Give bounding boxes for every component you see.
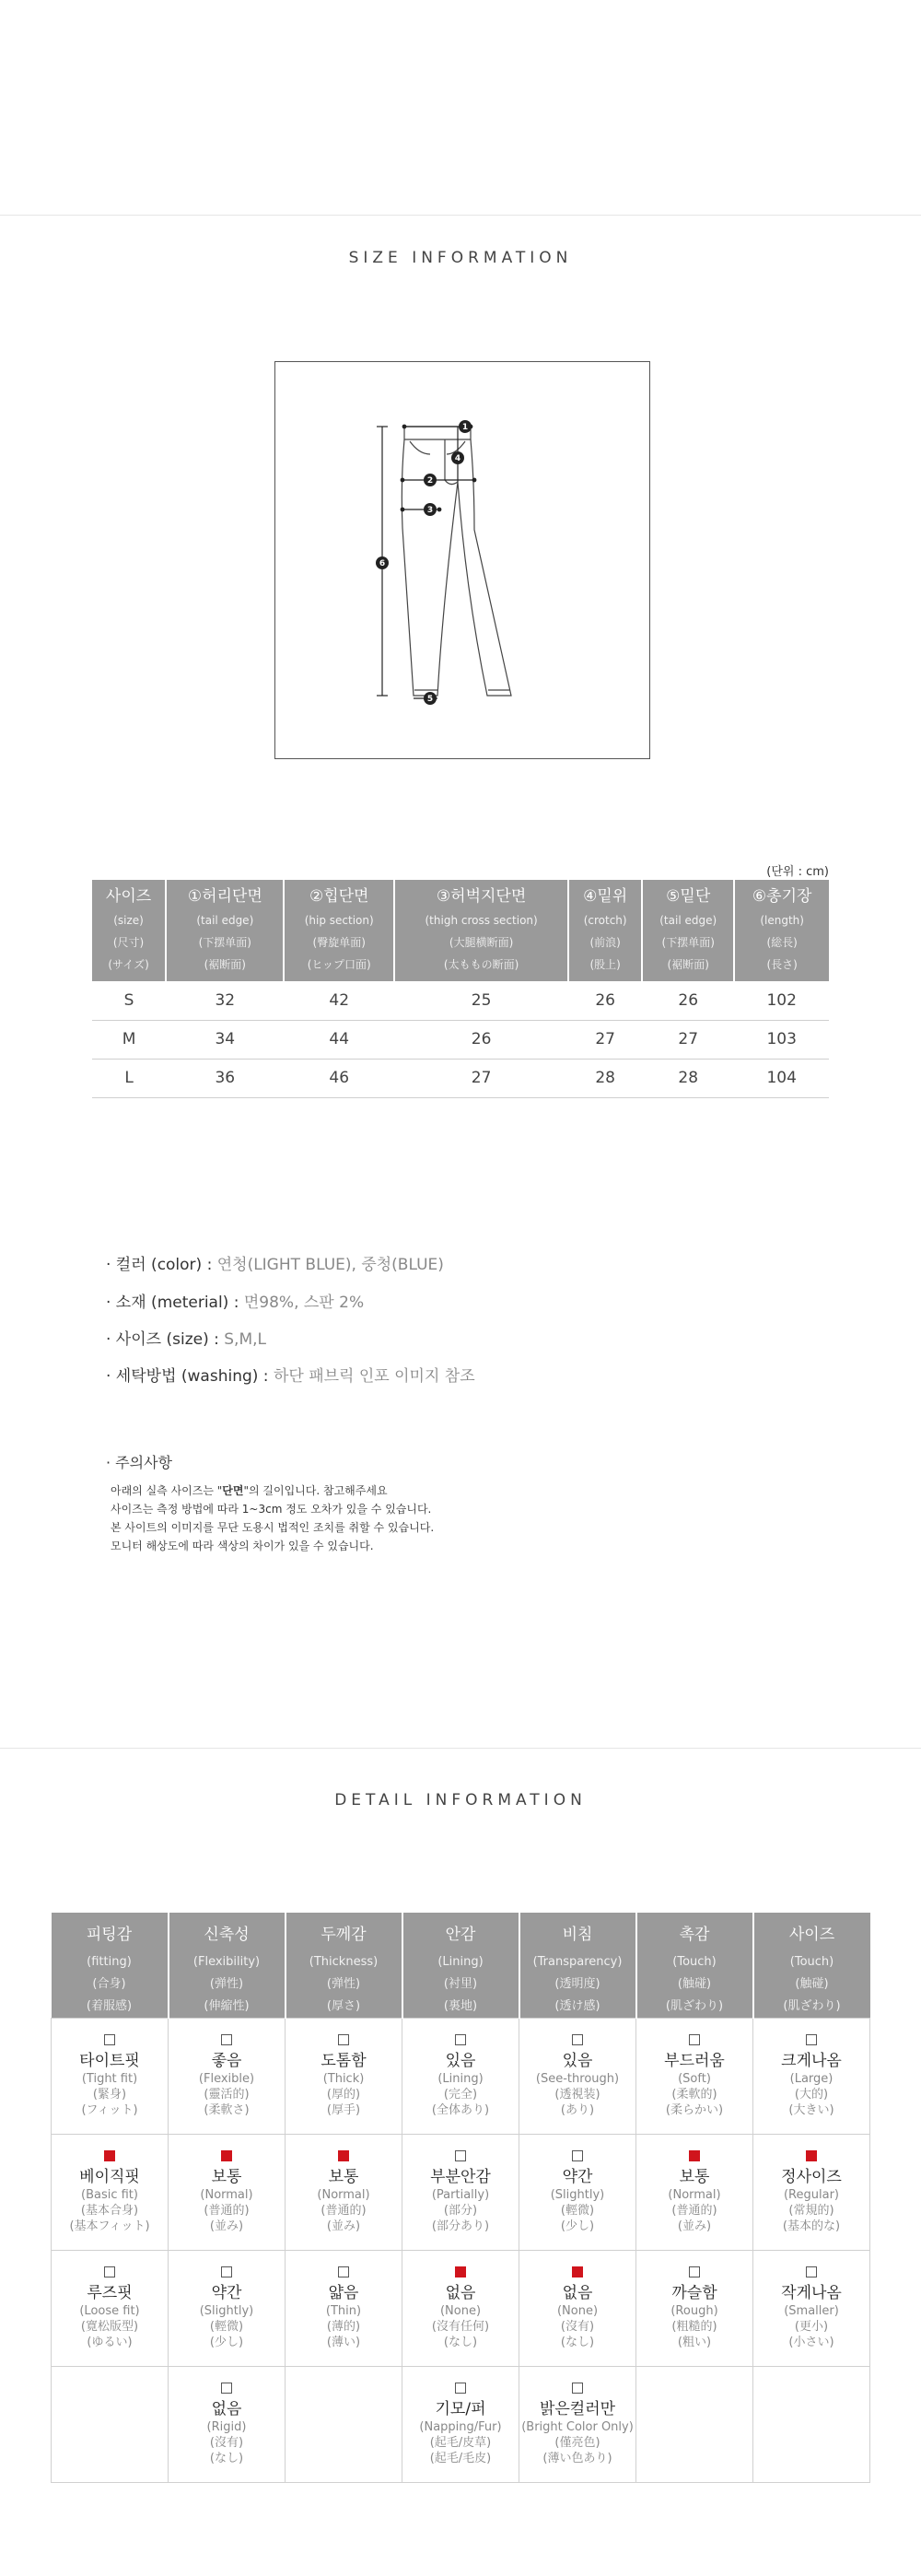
detail-option-sublabel: (厚手) (326, 2103, 361, 2117)
detail-header-subtitle: (肌ざわり) (665, 1999, 724, 2013)
size-table-body (92, 981, 829, 1097)
detail-option-cell (519, 2251, 636, 2367)
size-header-title: 사이즈 (105, 887, 152, 906)
checkbox-empty-icon (221, 2383, 232, 2394)
detail-option-cell (169, 2251, 286, 2367)
detail-option-label: 도톰함 (321, 2052, 367, 2070)
detail-option-cell (519, 2019, 636, 2135)
detail-header-subtitle: (合身) (92, 1977, 126, 1991)
size-table-row (92, 1020, 829, 1059)
checkbox-empty-icon (455, 2150, 466, 2161)
detail-option-label: 없음 (211, 2400, 242, 2418)
detail-option-label: 좋음 (211, 2052, 242, 2070)
detail-option-sublabel: (Thin) (325, 2304, 362, 2318)
detail-option-sublabel: (輕微) (560, 2204, 595, 2218)
detail-option-sublabel: (部分) (443, 2204, 478, 2218)
size-value-cell: 28 (568, 1059, 642, 1097)
detail-option-sublabel: (緊身) (92, 2088, 127, 2102)
detail-option-label: 얇음 (328, 2284, 359, 2302)
detail-option-sublabel: (薄い色あり) (542, 2452, 612, 2465)
detail-option-label: 기모/퍼 (435, 2400, 486, 2418)
top-divider (0, 215, 921, 216)
detail-option-sublabel: (Rough) (670, 2304, 718, 2318)
size-value-cell: 27 (394, 1059, 568, 1097)
size-header-subtitle: (長さ) (766, 958, 798, 971)
detail-option-sublabel: (粗糙的) (671, 2320, 717, 2334)
detail-option-label: 보통 (679, 2168, 710, 2186)
detail-header-subtitle: (触碰) (795, 1977, 829, 1991)
size-value-cell: 103 (734, 1020, 829, 1059)
notice-line-3: 본 사이트의 이미지를 무단 도용시 법적인 조치를 취할 수 있습니다. (111, 1521, 435, 1534)
detail-option-sublabel: (透視装) (554, 2088, 600, 2102)
detail-header-subtitle: (fitting) (87, 1955, 132, 1969)
info-washing (106, 1366, 475, 1387)
detail-header-cell (52, 1913, 169, 2019)
size-header-subtitle: (サイズ) (108, 958, 149, 971)
detail-option-sublabel: (Loose fit) (79, 2304, 140, 2318)
detail-option-sublabel: (Soft) (678, 2072, 711, 2086)
detail-option-sublabel: (沒有) (560, 2320, 595, 2334)
marker-4-label: 4 (454, 454, 461, 463)
detail-option-sublabel: (Flexible) (198, 2072, 255, 2086)
detail-header-cell (286, 1913, 402, 2019)
detail-option-label: 밝은컬러만 (539, 2400, 616, 2418)
info-size (106, 1329, 266, 1350)
size-header-subtitle: (tail edge) (659, 914, 717, 927)
size-header-title: ①허리단면 (187, 887, 262, 906)
checkbox-empty-icon (689, 2266, 700, 2277)
detail-option-label: 약간 (211, 2284, 242, 2302)
checkbox-checked-icon (806, 2150, 817, 2161)
detail-table-row (52, 2367, 870, 2483)
detail-header-title: 피팅감 (86, 1926, 133, 1944)
detail-header-subtitle: (触碰) (677, 1977, 712, 1991)
detail-option-sublabel: (厚的) (326, 2088, 361, 2102)
size-header-subtitle: (下摆单面) (661, 936, 715, 949)
detail-option-cell (753, 2251, 870, 2367)
detail-option-cell (636, 2019, 753, 2135)
size-label-cell: L (92, 1059, 166, 1097)
detail-option-cell (52, 2019, 169, 2135)
size-table (92, 880, 829, 1098)
detail-option-cell (286, 2135, 402, 2251)
detail-option-label: 있음 (445, 2052, 476, 2070)
size-header-subtitle: (前浪) (589, 936, 621, 949)
detail-option-cell (519, 2135, 636, 2251)
marker-2-label: 2 (426, 476, 434, 486)
detail-option-sublabel: (薄的) (326, 2320, 361, 2334)
checkbox-checked-icon (338, 2150, 349, 2161)
detail-option-sublabel: (基本的な) (782, 2219, 841, 2233)
detail-option-sublabel: (Basic fit) (81, 2188, 138, 2202)
detail-option-sublabel: (沒有) (209, 2436, 244, 2450)
detail-header-subtitle: (透け感) (554, 1999, 600, 2013)
notice-title: · 주의사항 (106, 1454, 172, 1471)
checkbox-empty-icon (572, 2383, 583, 2394)
detail-header-subtitle: (透明度) (554, 1977, 600, 1991)
detail-option-sublabel: (Normal) (317, 2188, 370, 2202)
checkbox-checked-icon (689, 2150, 700, 2161)
detail-header-title: 신축성 (204, 1926, 250, 1944)
size-section-title: SIZE INFORMATION (348, 249, 573, 267)
size-value-cell: 46 (284, 1059, 394, 1097)
detail-option-cell (753, 2135, 870, 2251)
size-header-title: ②힙단면 (309, 887, 369, 906)
detail-option-cell (519, 2367, 636, 2483)
marker-1-label: 1 (461, 423, 469, 432)
notice-line-2: 사이즈는 측정 방법에 따라 1~3cm 정도 오차가 있을 수 있습니다. (111, 1503, 432, 1516)
detail-option-sublabel: (柔らかい) (665, 2103, 724, 2117)
checkbox-empty-icon (572, 2150, 583, 2161)
detail-header-subtitle: (Transparency) (532, 1955, 623, 1969)
size-header-subtitle: (臀旋单面) (312, 936, 366, 949)
size-header-cell (92, 880, 166, 981)
detail-option-cell (753, 2367, 870, 2483)
size-value-cell: 104 (734, 1059, 829, 1097)
size-header-cell (642, 880, 734, 981)
info-washing-value: 하단 패브릭 인포 이미지 참조 (273, 1367, 475, 1386)
detail-header-cell (636, 1913, 753, 2019)
detail-option-label: 크게나옴 (781, 2052, 842, 2070)
detail-option-sublabel: (Bright Color Only) (521, 2420, 634, 2434)
checkbox-empty-icon (338, 2034, 349, 2045)
size-value-cell: 42 (284, 981, 394, 1020)
detail-option-sublabel: (Normal) (668, 2188, 721, 2202)
detail-option-sublabel: (Normal) (200, 2188, 253, 2202)
pants-size-diagram (274, 361, 650, 759)
detail-option-cell (169, 2019, 286, 2135)
size-header-subtitle: (尺寸) (112, 936, 145, 949)
marker-5-label: 5 (426, 695, 434, 704)
detail-option-sublabel: (並み) (677, 2219, 712, 2233)
size-header-subtitle: (股上) (589, 958, 621, 971)
detail-option-label: 작게나옴 (781, 2284, 842, 2302)
detail-option-cell (52, 2251, 169, 2367)
checkbox-empty-icon (104, 2266, 115, 2277)
detail-option-label: 보통 (211, 2168, 242, 2186)
detail-table-header (52, 1913, 870, 2019)
size-table-row (92, 981, 829, 1020)
detail-option-label: 약간 (562, 2168, 593, 2186)
detail-option-cell (636, 2251, 753, 2367)
detail-option-sublabel: (更小) (794, 2320, 829, 2334)
detail-option-sublabel: (Napping/Fur) (419, 2420, 502, 2434)
size-header-subtitle: (thigh cross section) (425, 914, 538, 927)
size-value-cell: 44 (284, 1020, 394, 1059)
info-color (106, 1255, 444, 1275)
detail-header-subtitle: (Thickness) (309, 1955, 379, 1969)
size-value-cell: 26 (568, 981, 642, 1020)
size-header-subtitle: (裾断面) (667, 958, 709, 971)
detail-option-sublabel: (部分あり) (431, 2219, 490, 2233)
detail-option-sublabel: (輕微) (209, 2320, 244, 2334)
detail-header-subtitle: (Touch) (672, 1955, 717, 1969)
detail-option-sublabel: (普通的) (204, 2204, 250, 2218)
detail-header-title: 안감 (445, 1926, 476, 1944)
info-material-value: 면98%, 스판 2% (243, 1294, 365, 1312)
checkbox-empty-icon (572, 2034, 583, 2045)
detail-option-sublabel: (僅亮色) (554, 2436, 600, 2450)
detail-option-sublabel: (Smaller) (784, 2304, 839, 2318)
detail-option-sublabel: (大的) (794, 2088, 829, 2102)
size-value-cell: 25 (394, 981, 568, 1020)
size-value-cell: 26 (642, 981, 734, 1020)
detail-option-sublabel: (なし) (560, 2336, 595, 2349)
detail-option-sublabel: (起毛/毛皮) (429, 2452, 492, 2465)
checkbox-empty-icon (338, 2266, 349, 2277)
checkbox-empty-icon (455, 2034, 466, 2045)
size-header-subtitle: (size) (113, 914, 144, 927)
size-header-title: ④밑위 (583, 887, 628, 906)
detail-header-title: 사이즈 (788, 1926, 835, 1944)
detail-header-subtitle: (弹性) (326, 1977, 361, 1991)
info-size-value: S,M,L (224, 1330, 266, 1349)
size-label-cell: S (92, 981, 166, 1020)
detail-option-cell (402, 2367, 519, 2483)
detail-option-sublabel: (粗い) (677, 2336, 712, 2349)
checkbox-empty-icon (221, 2266, 232, 2277)
size-header-cell (734, 880, 829, 981)
size-value-cell: 36 (166, 1059, 284, 1097)
detail-option-label: 베이직핏 (79, 2168, 140, 2186)
detail-option-cell (753, 2019, 870, 2135)
size-header-cell (166, 880, 284, 981)
detail-header-subtitle: (Touch) (789, 1955, 834, 1969)
detail-option-sublabel: (柔軟的) (671, 2088, 717, 2102)
info-washing-label: · 세탁방법 (washing) : (106, 1367, 274, 1386)
detail-option-sublabel: (基本合身) (80, 2204, 139, 2218)
pants-illustration (275, 362, 649, 758)
detail-option-cell (286, 2367, 402, 2483)
detail-option-sublabel: (Rigid) (206, 2420, 247, 2434)
detail-table-body (52, 2019, 870, 2483)
detail-header-cell (169, 1913, 286, 2019)
size-value-cell: 27 (642, 1020, 734, 1059)
notice-emphasis: 단면 (222, 1484, 244, 1497)
detail-option-sublabel: (柔軟さ) (204, 2103, 250, 2117)
size-header-subtitle: (下摆单面) (198, 936, 251, 949)
detail-option-sublabel: (あり) (560, 2103, 595, 2117)
detail-option-label: 없음 (445, 2284, 476, 2302)
detail-option-sublabel: (普通的) (321, 2204, 367, 2218)
checkbox-checked-icon (104, 2150, 115, 2161)
size-header-title: ⑤밑단 (666, 887, 711, 906)
size-header-subtitle: (裾断面) (204, 958, 246, 971)
detail-header-subtitle: (裏地) (443, 1999, 478, 2013)
detail-option-sublabel: (靈活的) (204, 2088, 250, 2102)
size-value-cell: 26 (394, 1020, 568, 1059)
size-label-cell: M (92, 1020, 166, 1059)
detail-table (51, 1913, 870, 2483)
detail-header-subtitle: (Flexibility) (192, 1955, 261, 1969)
checkbox-empty-icon (221, 2034, 232, 2045)
size-value-cell: 34 (166, 1020, 284, 1059)
detail-option-cell (52, 2367, 169, 2483)
detail-header-cell (402, 1913, 519, 2019)
notice-line-1: 아래의 실측 사이즈는 "단면"의 길이입니다. 참고해주세요 (111, 1484, 388, 1497)
size-value-cell: 27 (568, 1020, 642, 1059)
size-header-subtitle: (大腿横断面) (449, 936, 514, 949)
info-color-value: 연청(LIGHT BLUE), 중청(BLUE) (216, 1256, 444, 1274)
detail-option-sublabel: (並み) (209, 2219, 244, 2233)
detail-option-cell (169, 2367, 286, 2483)
detail-option-label: 부드러움 (664, 2052, 725, 2070)
detail-option-sublabel: (Lining) (437, 2072, 484, 2086)
detail-option-sublabel: (なし) (209, 2452, 244, 2465)
checkbox-checked-icon (221, 2150, 232, 2161)
detail-option-sublabel: (None) (439, 2304, 482, 2318)
size-header-subtitle: (総長) (766, 936, 798, 949)
checkbox-empty-icon (806, 2266, 817, 2277)
detail-option-cell (52, 2135, 169, 2251)
detail-header-cell (519, 1913, 636, 2019)
detail-option-cell (402, 2251, 519, 2367)
detail-option-label: 까슬함 (671, 2284, 717, 2302)
checkbox-empty-icon (689, 2034, 700, 2045)
notice-text (111, 1481, 434, 1555)
detail-option-sublabel: (Slightly) (199, 2304, 254, 2318)
detail-header-cell (753, 1913, 870, 2019)
detail-option-sublabel: (大きい) (788, 2103, 834, 2117)
detail-option-sublabel: (普通的) (671, 2204, 717, 2218)
detail-option-sublabel: (起毛/皮草) (429, 2436, 492, 2450)
detail-option-sublabel: (基本フィット) (69, 2219, 150, 2233)
detail-option-label: 부분안감 (430, 2168, 491, 2186)
detail-option-sublabel: (沒有任何) (431, 2320, 490, 2334)
info-material-label: · 소재 (meterial) : (106, 1294, 244, 1312)
size-header-subtitle: (hip section) (304, 914, 374, 927)
size-header-subtitle: (tail edge) (196, 914, 254, 927)
size-header-title: ⑥총기장 (752, 887, 812, 906)
detail-option-sublabel: (ゆるい) (87, 2336, 133, 2349)
unit-label: (단위 : cm) (766, 865, 829, 879)
detail-header-title: 비침 (562, 1926, 593, 1944)
size-value-cell: 102 (734, 981, 829, 1020)
checkbox-empty-icon (455, 2383, 466, 2394)
detail-header-subtitle: (弹性) (209, 1977, 244, 1991)
size-header-subtitle: (length) (760, 914, 804, 927)
size-header-subtitle: (太ももの断面) (443, 958, 519, 971)
checkbox-checked-icon (572, 2266, 583, 2277)
detail-option-sublabel: (常規的) (788, 2204, 834, 2218)
detail-option-label: 타이트핏 (79, 2052, 140, 2070)
detail-table-row (52, 2019, 870, 2135)
detail-option-label: 없음 (562, 2284, 593, 2302)
detail-option-sublabel: (完全) (443, 2088, 478, 2102)
detail-header-title: 촉감 (679, 1926, 710, 1944)
size-header-cell (568, 880, 642, 981)
detail-header-subtitle: (着服感) (86, 1999, 133, 2013)
detail-option-sublabel: (Slightly) (550, 2188, 605, 2202)
size-header-cell (284, 880, 394, 981)
marker-3-label: 3 (426, 506, 434, 515)
size-header-cell (394, 880, 568, 981)
detail-table-row (52, 2135, 870, 2251)
detail-option-sublabel: (フィット) (81, 2103, 138, 2117)
detail-header-subtitle: (伸縮性) (204, 1999, 250, 2013)
detail-option-cell (402, 2135, 519, 2251)
detail-option-label: 있음 (562, 2052, 593, 2070)
detail-option-sublabel: (並み) (326, 2219, 361, 2233)
size-header-title: ③허벅지단면 (436, 887, 527, 906)
checkbox-empty-icon (104, 2034, 115, 2045)
detail-option-cell (402, 2019, 519, 2135)
detail-option-cell (286, 2251, 402, 2367)
detail-option-sublabel: (See-through) (535, 2072, 620, 2086)
detail-option-sublabel: (寛松版型) (80, 2320, 139, 2334)
size-value-cell: 28 (642, 1059, 734, 1097)
detail-section-title: DETAIL INFORMATION (334, 1791, 587, 1809)
size-header-subtitle: (crotch) (583, 914, 627, 927)
detail-option-sublabel: (少し) (560, 2219, 595, 2233)
detail-option-sublabel: (少し) (209, 2336, 244, 2349)
detail-option-sublabel: (薄い) (326, 2336, 361, 2349)
info-color-label: · 컬러 (color) : (106, 1256, 217, 1274)
info-material (106, 1293, 364, 1313)
detail-option-cell (169, 2135, 286, 2251)
detail-header-subtitle: (肌ざわり) (783, 1999, 841, 2013)
info-size-label: · 사이즈 (size) : (106, 1330, 225, 1349)
detail-option-cell (636, 2367, 753, 2483)
detail-option-sublabel: (Partially) (431, 2188, 490, 2202)
size-table-row (92, 1059, 829, 1097)
detail-header-subtitle: (厚さ) (326, 1999, 361, 2013)
size-header-subtitle: (ヒップ口面) (307, 958, 371, 971)
detail-option-sublabel: (None) (556, 2304, 599, 2318)
detail-header-subtitle: (Lining) (437, 1955, 484, 1969)
detail-option-sublabel: (Regular) (783, 2188, 839, 2202)
size-value-cell: 32 (166, 981, 284, 1020)
detail-header-subtitle: (衬里) (443, 1977, 478, 1991)
detail-option-sublabel: (Thick) (322, 2072, 365, 2086)
checkbox-empty-icon (806, 2034, 817, 2045)
detail-option-sublabel: (全体あり) (431, 2103, 490, 2117)
detail-option-label: 보통 (328, 2168, 359, 2186)
detail-option-cell (636, 2135, 753, 2251)
marker-6-label: 6 (379, 559, 386, 568)
detail-option-sublabel: (なし) (443, 2336, 478, 2349)
detail-table-row (52, 2251, 870, 2367)
detail-option-label: 정사이즈 (781, 2168, 842, 2186)
detail-header-title: 두께감 (321, 1926, 367, 1944)
detail-option-sublabel: (Tight fit) (81, 2072, 138, 2086)
notice-line-4: 모니터 해상도에 따라 색상의 차이가 있을 수 있습니다. (111, 1540, 374, 1552)
checkbox-checked-icon (455, 2266, 466, 2277)
detail-option-sublabel: (Large) (789, 2072, 834, 2086)
size-table-header (92, 880, 829, 981)
detail-option-cell (286, 2019, 402, 2135)
detail-option-sublabel: (小さい) (788, 2336, 834, 2349)
middle-divider (0, 1748, 921, 1749)
detail-option-label: 루즈핏 (87, 2284, 133, 2302)
